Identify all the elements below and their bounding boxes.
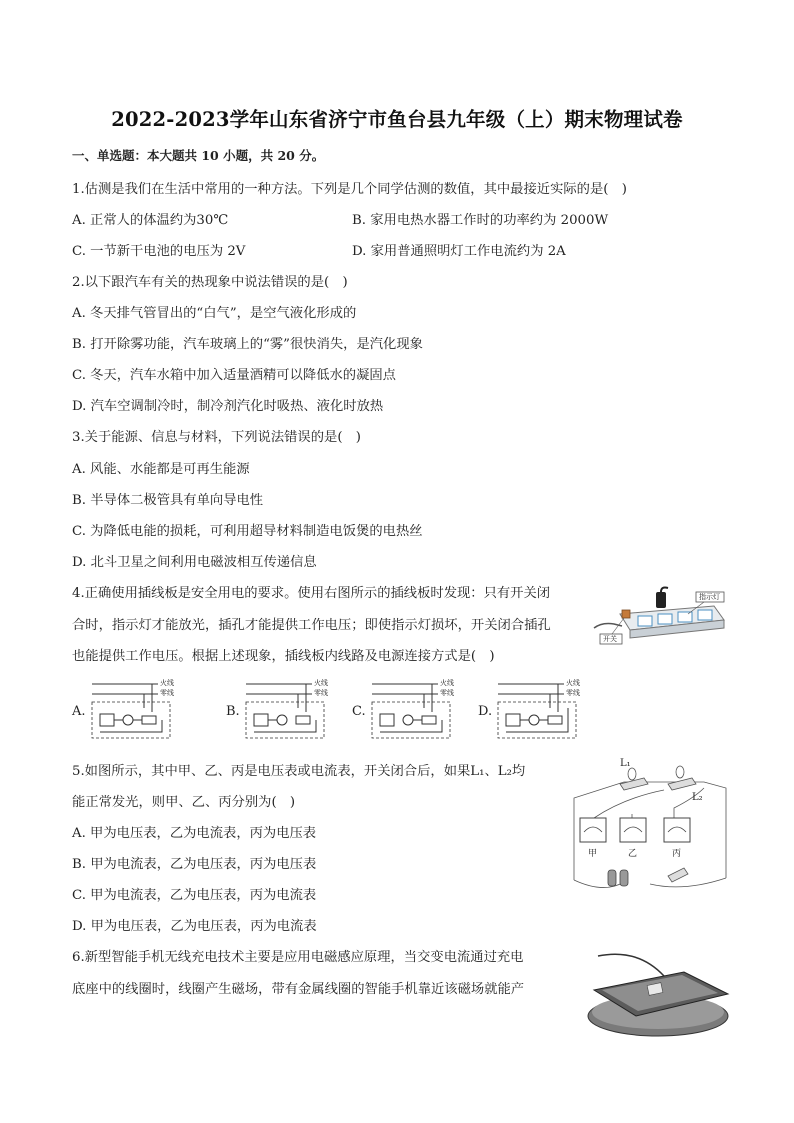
q4-b-neutral-label: 零线	[314, 689, 328, 697]
q3-option-b: B. 半导体二极管具有单向导电性	[72, 493, 264, 508]
q4-circuit-option-d	[478, 678, 596, 742]
q1-option-d: D. 家用普通照明灯工作电流约为 2A	[352, 244, 566, 259]
q4-stem-line3: 也能提供工作电压。根据上述现象，插线板内线路及电源连接方式是( )	[72, 649, 495, 664]
q5-stem-line1: 5.如图所示，其中甲、乙、丙是电压表或电流表，开关闭合后，如果L₁、L₂均	[72, 764, 526, 779]
q5-option-c: C. 甲为电流表，乙为电压表，丙为电流表	[72, 888, 317, 903]
q2-option-c: C. 冬天，汽车水箱中加入适量酒精可以降低水的凝固点	[72, 368, 396, 383]
section-heading: 一、单选题：本大题共 10 小题，共 20 分。	[72, 148, 325, 163]
q2-option-a: A. 冬天排气管冒出的“白气”，是空气液化形成的	[72, 306, 357, 321]
q3-option-d: D. 北斗卫星之间利用电磁波相互传递信息	[72, 555, 317, 570]
q4-circuit-option-c	[352, 678, 470, 742]
q2-option-b: B. 打开除雾功能，汽车玻璃上的“雾”很快消失，是汽化现象	[72, 337, 423, 352]
q4-d-live-label: 火线	[566, 679, 580, 687]
q4-option-d-label: D.	[478, 704, 493, 719]
q4-d-neutral-label: 零线	[566, 689, 580, 697]
lamp-l1-label: L₁	[620, 758, 631, 769]
exam-title: 2022-2023学年山东省济宁市鱼台县九年级（上）期末物理试卷	[111, 108, 683, 131]
q2-stem: 2.以下跟汽车有关的热现象中说法错误的是( )	[72, 275, 348, 290]
q4-option-c-label: C.	[352, 704, 366, 719]
meter-yi-label: 乙	[628, 849, 638, 859]
q1-stem: 1.估测是我们在生活中常用的一种方法。下列是几个同学估测的数值，其中最接近实际的是( )	[72, 182, 627, 197]
q4-a-neutral-label: 零线	[160, 689, 174, 697]
power-strip-photo	[592, 586, 732, 650]
q4-option-a-label: A.	[72, 704, 86, 719]
q5-option-b: B. 甲为电流表，乙为电压表，丙为电压表	[72, 857, 317, 872]
meter-bing-label: 丙	[672, 849, 682, 859]
q4-c-neutral-label: 零线	[440, 689, 454, 697]
q6-stem-line1: 6.新型智能手机无线充电技术主要是应用电磁感应原理，当交变电流通过充电	[72, 950, 524, 965]
q4-a-live-label: 火线	[160, 679, 174, 687]
q4-option-b-label: B.	[226, 704, 240, 719]
q1-option-b: B. 家用电热水器工作时的功率约为 2000W	[352, 213, 609, 228]
q3-option-c: C. 为降低电能的损耗，可利用超导材料制造电饭煲的电热丝	[72, 524, 423, 539]
switch-label: 开关	[603, 635, 617, 643]
q1-option-a: A. 正常人的体温约为30℃	[72, 213, 229, 228]
meter-jia-label: 甲	[588, 849, 598, 859]
q1-option-c: C. 一节新干电池的电压为 2V	[72, 244, 246, 259]
q5-option-a: A. 甲为电压表，乙为电流表，丙为电压表	[72, 826, 317, 841]
q4-stem-line1: 4.正确使用插线板是安全用电的要求。使用右图所示的插线板时发现：只有开关闭	[72, 586, 551, 601]
q4-b-live-label: 火线	[314, 679, 328, 687]
q5-option-d: D. 甲为电压表，乙为电压表，丙为电流表	[72, 919, 317, 934]
q4-circuit-option-a	[72, 678, 190, 742]
indicator-label: 指示灯	[699, 593, 720, 601]
q4-c-live-label: 火线	[440, 679, 454, 687]
q5-stem-line2: 能正常发光，则甲、乙、丙分别为( )	[72, 795, 296, 810]
q6-stem-line2: 底座中的线圈时，线圈产生磁场，带有金属线圈的智能手机靠近该磁场就能产	[72, 982, 525, 997]
q3-stem: 3.关于能源、信息与材料，下列说法错误的是( )	[72, 430, 361, 445]
q4-stem-line2: 合时，指示灯才能放光，插孔才能提供工作电压；即使指示灯损坏，开关闭合插孔	[72, 618, 551, 633]
wireless-charger-photo	[578, 950, 734, 1042]
q4-circuit-option-b	[226, 678, 344, 742]
q3-option-a: A. 风能、水能都是可再生能源	[72, 462, 250, 477]
q2-option-d: D. 汽车空调制冷时，制冷剂汽化时吸热、液化时放热	[72, 399, 384, 414]
q5-circuit-figure	[564, 758, 736, 898]
lamp-l2-label: L₂	[692, 792, 703, 803]
